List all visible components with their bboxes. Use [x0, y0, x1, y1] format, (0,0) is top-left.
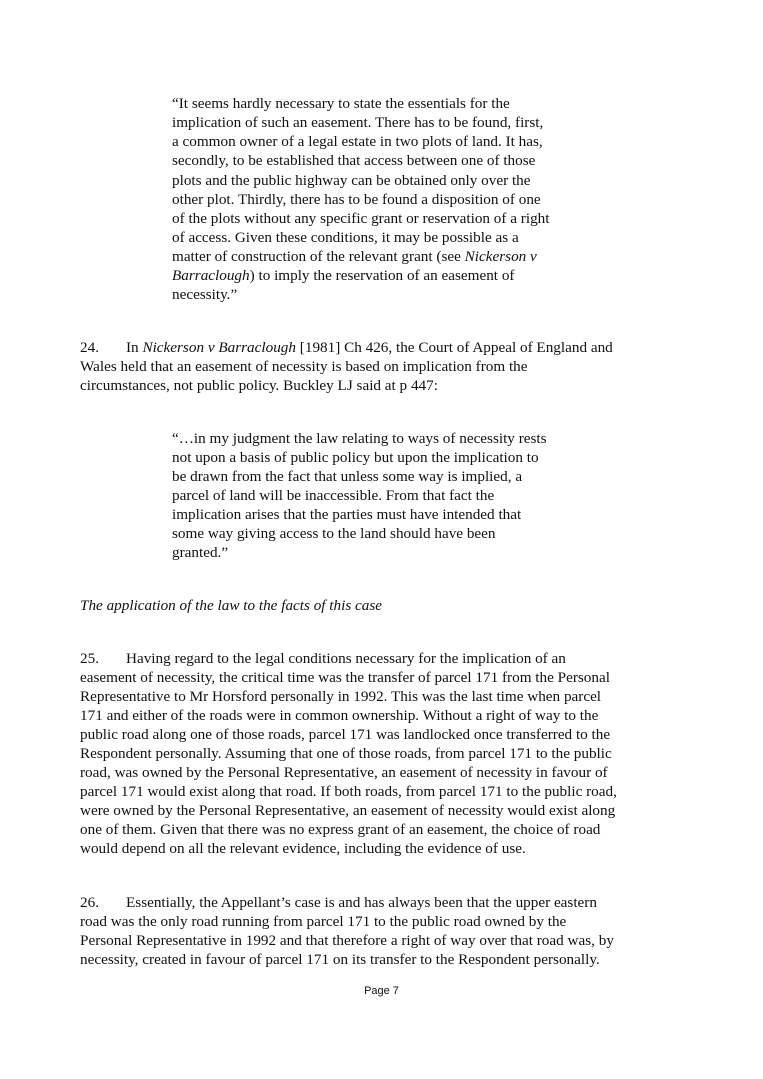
- paragraph-line: Respondent personally. Assuming that one of those roads, from parcel 171 to the public: [80, 745, 612, 762]
- case-name: Nickerson v Barraclough: [142, 339, 296, 356]
- quote-text: ) to imply the reservation of an easement of: [249, 267, 515, 284]
- paragraph-line: road was the only road running from parcel 171 to the public road owned by the: [80, 913, 567, 930]
- quote-line: some way giving access to the land should have been: [172, 525, 496, 542]
- quote-line: plots and the public highway can be obtained only over the: [172, 172, 531, 189]
- paragraph-line: would depend on all the relevant evidence, including the evidence of use.: [80, 840, 526, 857]
- quote-line: not upon a basis of public policy but upon the implication to: [172, 449, 539, 466]
- page-number: Page 7: [364, 985, 399, 997]
- quote-line: [172, 266, 514, 285]
- quote-line: parcel of land will be inaccessible. From that fact the: [172, 487, 495, 504]
- paragraph-text: Having regard to the legal conditions necessary for the implication of an: [126, 650, 566, 667]
- case-name: Barraclough: [172, 267, 250, 284]
- paragraph-line: public road along one of those roads, parcel 171 was landlocked once transferred to the: [80, 726, 611, 743]
- paragraph-line: Representative to Mr Horsford personally in 1992. This was the last time when parcel: [80, 688, 602, 705]
- paragraph-number: 25.: [80, 650, 99, 667]
- quote-line: granted.”: [172, 544, 229, 561]
- quote-line: of access. Given these conditions, it may be possible as a: [172, 229, 519, 246]
- quote-line: necessity.”: [172, 286, 238, 303]
- quote-line: other plot. Thirdly, there has to be found a disposition of one: [172, 191, 541, 208]
- paragraph-line: necessity, created in favour of parcel 171 on its transfer to the Respondent personally.: [80, 951, 600, 968]
- quote-line: of the plots without any specific grant or reservation of a right: [172, 210, 550, 227]
- heading-text: [80, 596, 382, 615]
- quote-line: [172, 247, 537, 266]
- paragraph-line: were owned by the Personal Representative, an easement of necessity would exist along: [80, 802, 616, 819]
- paragraph-line: Wales held that an easement of necessity is based on implication from the: [80, 358, 528, 375]
- quote-line: “…in my judgment the law relating to ways of necessity rests: [172, 430, 547, 447]
- paragraph-number: 24.: [80, 339, 99, 356]
- paragraph-line: circumstances, not public policy. Buckley LJ said at p 447:: [80, 377, 438, 394]
- paragraph-line: easement of necessity, the critical time was the transfer of parcel 171 from the Personal: [80, 669, 610, 686]
- paragraph-text: In: [126, 339, 143, 356]
- quote-text: matter of construction of the relevant grant (see: [172, 248, 465, 265]
- paragraph-line: parcel 171 would exist along that road. If both roads, from parcel 171 to the public road,: [80, 783, 617, 800]
- paragraph-text: Essentially, the Appellant’s case is and has always been that the upper eastern: [126, 894, 597, 911]
- paragraph-line: [80, 649, 566, 668]
- quote-line: implication of such an easement. There has to be found, first,: [172, 114, 544, 131]
- quote-line: a common owner of a legal estate in two plots of land. It has,: [172, 133, 543, 150]
- heading-italic: The application of the law to the facts of this case: [80, 597, 383, 614]
- paragraph-line: road, was owned by the Personal Representative, an easement of necessity in favour of: [80, 764, 608, 781]
- paragraph-line: [80, 893, 597, 912]
- paragraph-line: Personal Representative in 1992 and that therefore a right of way over that road was, by: [80, 932, 614, 949]
- paragraph-number: 26.: [80, 894, 99, 911]
- paragraph-line: 171 and either of the roads were in common ownership. Without a right of way to the: [80, 707, 599, 724]
- quote-line: be drawn from the fact that unless some way is implied, a: [172, 468, 523, 485]
- quote-line: secondly, to be established that access between one of those: [172, 152, 536, 169]
- paragraph-text: [1981] Ch 426, the Court of Appeal of England and: [296, 339, 613, 356]
- quote-line: implication arises that the parties must have intended that: [172, 506, 522, 523]
- case-name: Nickerson v: [464, 248, 537, 265]
- paragraph-line: [80, 338, 613, 357]
- quote-line: “It seems hardly necessary to state the essentials for the: [172, 95, 510, 112]
- paragraph-line: one of them. Given that there was no express grant of an easement, the choice of road: [80, 821, 601, 838]
